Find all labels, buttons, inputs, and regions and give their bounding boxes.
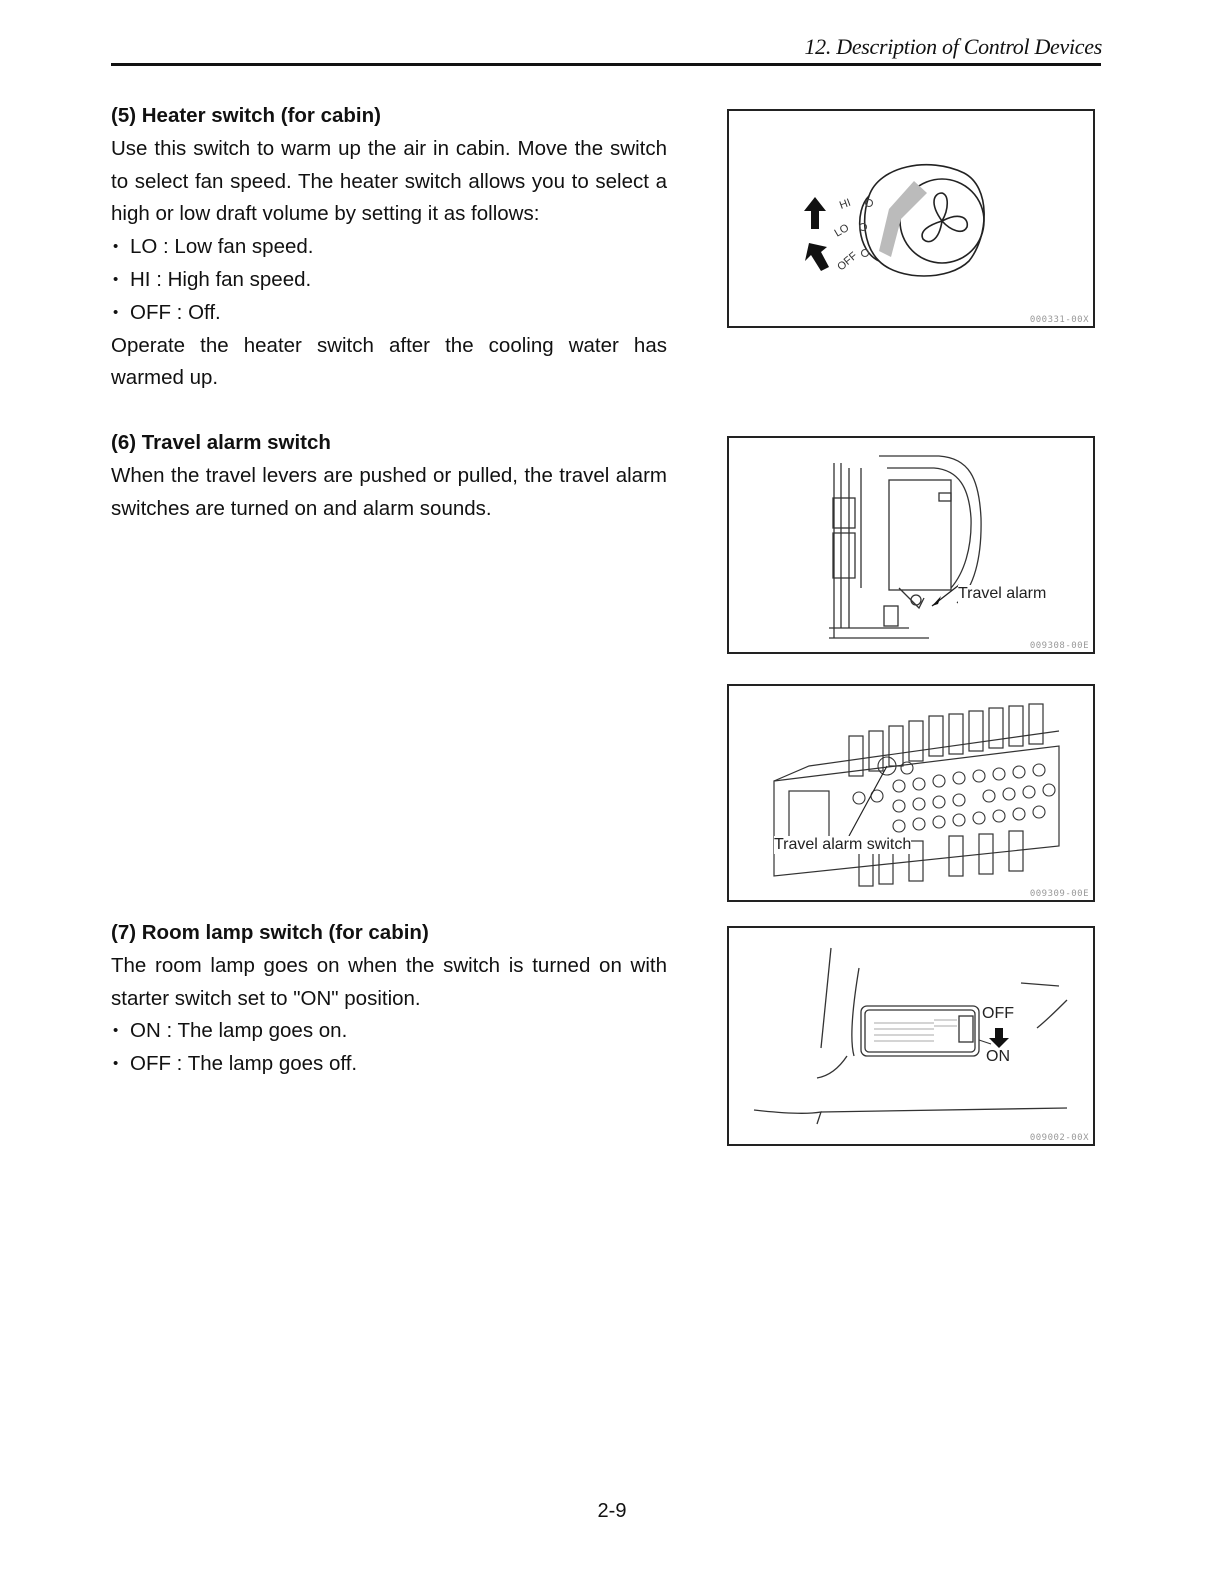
page-header-title: 12. Description of Control Devices (804, 34, 1102, 59)
control-valve-illustration (729, 686, 1097, 904)
travel-alarm-illustration (729, 438, 1097, 656)
heater-bullet-lo: • LO : Low fan speed. (111, 231, 667, 264)
heater-bullet-off: • OFF : Off. (111, 297, 667, 330)
section-room-lamp (111, 917, 667, 1081)
figure-code: 009002-00X (1029, 1133, 1089, 1143)
figure-room-lamp (727, 926, 1095, 1146)
heater-label-lo: LO (832, 221, 852, 240)
figure-code: 000331-00X (1029, 315, 1089, 325)
heater-switch-illustration (729, 111, 1097, 330)
heater-bullet-list (111, 231, 667, 329)
figure-code: 009309-00E (1029, 889, 1089, 899)
section-travel-alarm-body: When the travel levers are pushed or pulled, the travel alarm switches are turned on and alarm sounds. (111, 463, 667, 520)
section-room-lamp-title: (7) Room lamp switch (for cabin) (111, 921, 429, 944)
heater-label-off: OFF (835, 249, 860, 274)
room-lamp-on-label: ON (986, 1048, 1010, 1065)
travel-alarm-switch-label: Travel alarm switch (774, 836, 912, 853)
header-rule (111, 63, 1101, 66)
room-lamp-bullet-list (111, 1015, 667, 1081)
section-heater-note: Operate the heater switch after the cooling water has warmed up. (111, 333, 667, 390)
room-lamp-bullet-on: • ON : The lamp goes on. (111, 1015, 667, 1048)
section-travel-alarm (111, 427, 667, 525)
figure-heater-switch (727, 109, 1095, 328)
room-lamp-illustration (729, 928, 1097, 1148)
page-number: 2-9 (597, 1500, 627, 1522)
figure-travel-alarm-switch (727, 684, 1095, 902)
heater-label-hi: HI (837, 196, 853, 212)
figure-travel-alarm (727, 436, 1095, 654)
room-lamp-off-label: OFF (982, 1005, 1014, 1022)
section-room-lamp-body: The room lamp goes on when the switch is turned on with starter switch set to "ON" position. (111, 953, 667, 1010)
room-lamp-bullet-off: • OFF : The lamp goes off. (111, 1048, 667, 1081)
section-heater-title: (5) Heater switch (for cabin) (111, 104, 381, 127)
section-travel-alarm-title: (6) Travel alarm switch (111, 431, 331, 454)
travel-alarm-label: Travel alarm (958, 585, 1047, 602)
figure-code: 009308-00E (1029, 641, 1089, 651)
heater-bullet-hi: • HI : High fan speed. (111, 264, 667, 297)
section-heater-switch (111, 100, 667, 395)
section-heater-body: Use this switch to warm up the air in cabin. Move the switch to select fan speed. The heater switch allows you to select a high or low draft volume by setting it as follows: (111, 136, 667, 226)
